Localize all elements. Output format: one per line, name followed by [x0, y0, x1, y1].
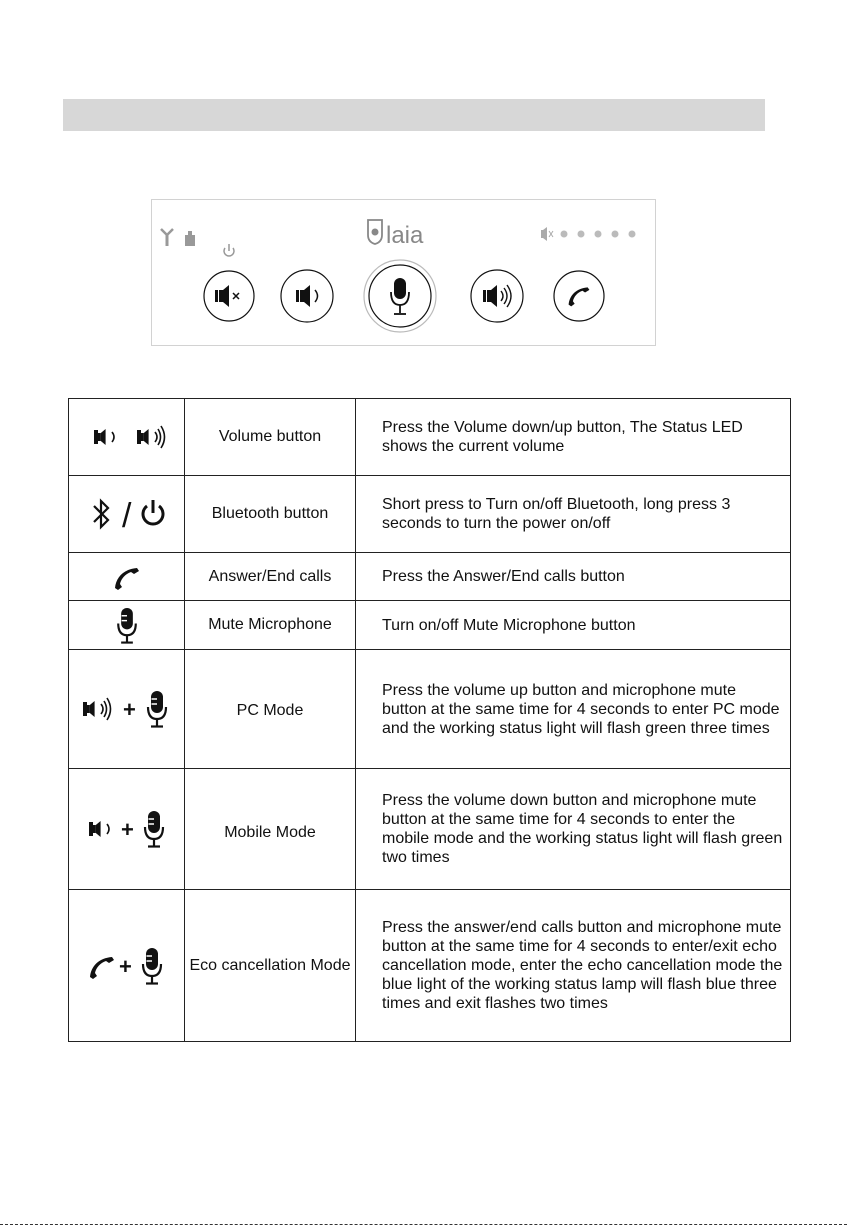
- button-instruction-table: [68, 398, 791, 1042]
- function-name: Mute Microphone: [185, 601, 356, 650]
- icon-cell: [69, 890, 185, 1042]
- volume-down-button[interactable]: [281, 270, 333, 322]
- phone-icon: [115, 568, 139, 590]
- table-row: [69, 476, 791, 553]
- table-row: [69, 553, 791, 601]
- table-row: [69, 399, 791, 476]
- function-name: Volume button: [185, 399, 356, 476]
- microphone-mute-button[interactable]: [364, 260, 436, 332]
- microphone-icon: [148, 691, 166, 727]
- function-description: Short press to Turn on/off Bluetooth, long press 3 seconds to turn the power on/off: [356, 476, 791, 553]
- volume-mute-button[interactable]: [204, 271, 254, 321]
- function-name: Answer/End calls: [185, 553, 356, 601]
- function-description: Press the Volume down/up button, The Status LED shows the current volume: [356, 399, 791, 476]
- microphone-icon: [145, 811, 163, 847]
- device-panel: [151, 199, 656, 346]
- svg-text:laia: laia: [386, 222, 424, 249]
- function-description: Press the volume down button and microphone mute button at the same time for 4 seconds to enter the mobile mode and the working status light will flash green two times: [356, 769, 791, 890]
- microphone-icon: [143, 948, 161, 984]
- plus-sign: +: [120, 817, 134, 842]
- table-row: [69, 769, 791, 890]
- icon-cell: [69, 553, 185, 601]
- status-led-dots: [561, 231, 636, 238]
- volume-up-button[interactable]: [471, 270, 523, 322]
- function-description: Turn on/off Mute Microphone button: [356, 601, 791, 650]
- microphone-icon: [118, 608, 136, 643]
- power-indicator-icon: [224, 244, 234, 256]
- phone-icon: [90, 957, 114, 979]
- signal-icon: [161, 229, 173, 246]
- volume-up-icon: [137, 426, 165, 448]
- volume-down-icon: [94, 429, 114, 445]
- function-description: Press the volume up button and microphone mute button at the same time for 4 seconds to enter PC mode and the working status light will flash green three times: [356, 650, 791, 769]
- function-name: Mobile Mode: [185, 769, 356, 890]
- icon-cell: [69, 601, 185, 650]
- volume-up-icon: [83, 698, 111, 720]
- function-name: PC Mode: [185, 650, 356, 769]
- icon-cell: [69, 476, 185, 553]
- table-row: [69, 601, 791, 650]
- answer-call-button[interactable]: [554, 271, 604, 321]
- icon-cell: [69, 399, 185, 476]
- brand-logo: [368, 220, 424, 249]
- slash-separator: /: [121, 497, 131, 532]
- table-row: [69, 890, 791, 1042]
- plus-sign: +: [118, 953, 132, 979]
- function-name: Eco cancellation Mode: [185, 890, 356, 1042]
- section-header-bar: [63, 99, 765, 131]
- icon-cell: [69, 769, 185, 890]
- function-description: Press the answer/end calls button and microphone mute button at the same time for 4 seconds to enter/exit echo cancellation mode, enter the echo cancellation mode the blue light of the working status lamp will flash blue three times and exit flashes two times: [356, 890, 791, 1042]
- bluetooth-icon: [94, 501, 108, 527]
- icon-cell: [69, 650, 185, 769]
- power-icon: [143, 500, 163, 524]
- table-row: [69, 650, 791, 769]
- mute-indicator-icon: [541, 227, 553, 241]
- function-description: Press the Answer/End calls button: [356, 553, 791, 601]
- battery-icon: [185, 231, 195, 246]
- function-name: Bluetooth button: [185, 476, 356, 553]
- volume-down-icon: [89, 821, 109, 837]
- plus-sign: +: [122, 697, 136, 722]
